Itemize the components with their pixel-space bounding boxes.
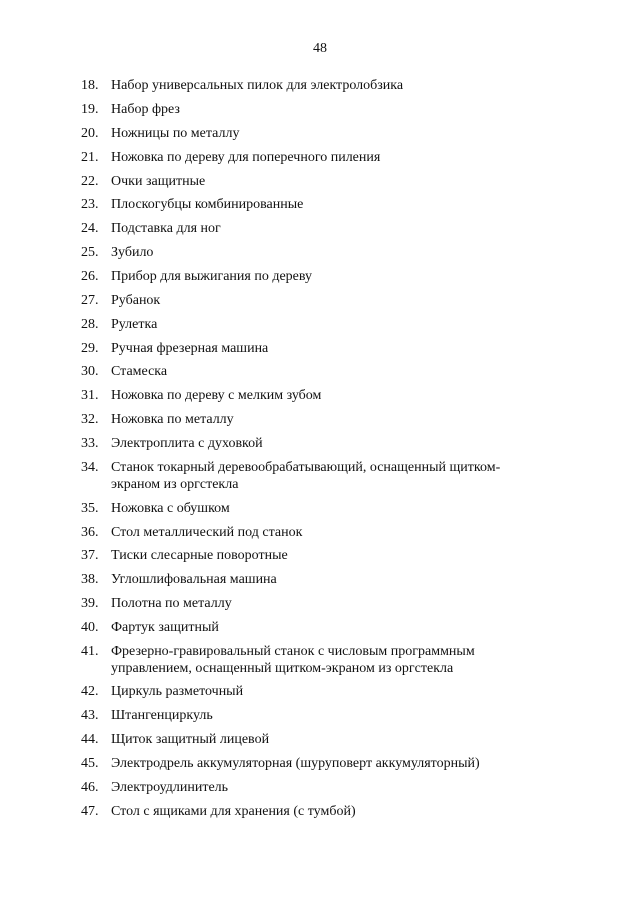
item-number: 33. (81, 436, 99, 451)
item-number: 23. (81, 197, 99, 212)
item-number: 41. (81, 644, 99, 659)
item-number: 37. (81, 548, 99, 563)
item-number: 46. (81, 780, 99, 795)
item-number: 45. (81, 756, 99, 771)
item-number: 30. (81, 364, 99, 379)
item-text: Набор фрез (111, 102, 180, 117)
item-number: 42. (81, 684, 99, 699)
item-number: 29. (81, 341, 99, 356)
item-text: Полотна по металлу (111, 596, 232, 611)
item-number: 27. (81, 293, 99, 308)
item-text: Углошлифовальная машина (111, 572, 277, 587)
item-number: 38. (81, 572, 99, 587)
item-number: 22. (81, 174, 99, 189)
item-text: Станок токарный деревообрабатывающий, оснащенный щитком-экраном из оргстекла (111, 460, 501, 492)
item-text: Ручная фрезерная машина (111, 341, 269, 356)
item-number: 31. (81, 388, 99, 403)
item-text: Подставка для ног (111, 221, 221, 236)
item-number: 39. (81, 596, 99, 611)
item-number: 21. (81, 150, 99, 165)
item-number: 32. (81, 412, 99, 427)
item-text: Стол с ящиками для хранения (с тумбой) (111, 804, 356, 819)
item-number: 19. (81, 102, 99, 117)
item-text: Стамеска (111, 364, 168, 379)
item-text: Ножницы по металлу (111, 126, 240, 141)
item-text: Ножовка по металлу (111, 412, 234, 427)
item-text: Рулетка (111, 317, 158, 332)
item-text: Ножовка с обушком (111, 501, 230, 516)
item-number: 40. (81, 620, 99, 635)
item-text: Щиток защитный лицевой (111, 732, 270, 747)
item-text: Стол металлический под станок (111, 525, 303, 540)
item-text: Электродрель аккумуляторная (шуруповерт аккумуляторный) (111, 756, 480, 771)
item-text: Электроплита с духовкой (111, 436, 263, 451)
item-text: Тиски слесарные поворотные (111, 548, 288, 563)
item-number: 26. (81, 269, 99, 284)
item-text: Плоскогубцы комбинированные (111, 197, 304, 212)
item-number: 18. (81, 78, 99, 93)
item-text: Ножовка по дереву для поперечного пиления (111, 150, 381, 165)
item-text: Набор универсальных пилок для электролобзика (111, 78, 404, 93)
item-text: Штангенциркуль (111, 708, 213, 723)
item-number: 20. (81, 126, 99, 141)
item-text: Циркуль разметочный (111, 684, 244, 699)
item-number: 35. (81, 501, 99, 516)
page-number: 48 (313, 41, 327, 56)
item-number: 36. (81, 525, 99, 540)
item-number: 28. (81, 317, 99, 332)
item-number: 47. (81, 804, 99, 819)
item-text: Очки защитные (111, 174, 206, 189)
item-text: Зубило (111, 245, 154, 260)
item-text: Фрезерно-гравировальный станок с числовым программным управлением, оснащенный щитком-экраном из оргстекла (111, 644, 475, 676)
item-text: Фартук защитный (111, 620, 219, 635)
item-text: Электроудлинитель (111, 780, 229, 795)
item-text: Ножовка по дереву с мелким зубом (111, 388, 322, 403)
item-number: 44. (81, 732, 99, 747)
item-number: 43. (81, 708, 99, 723)
item-text: Прибор для выжигания по дереву (111, 269, 313, 284)
item-number: 34. (81, 460, 99, 475)
item-number: 25. (81, 245, 99, 260)
item-number: 24. (81, 221, 99, 236)
item-text: Рубанок (111, 293, 161, 308)
